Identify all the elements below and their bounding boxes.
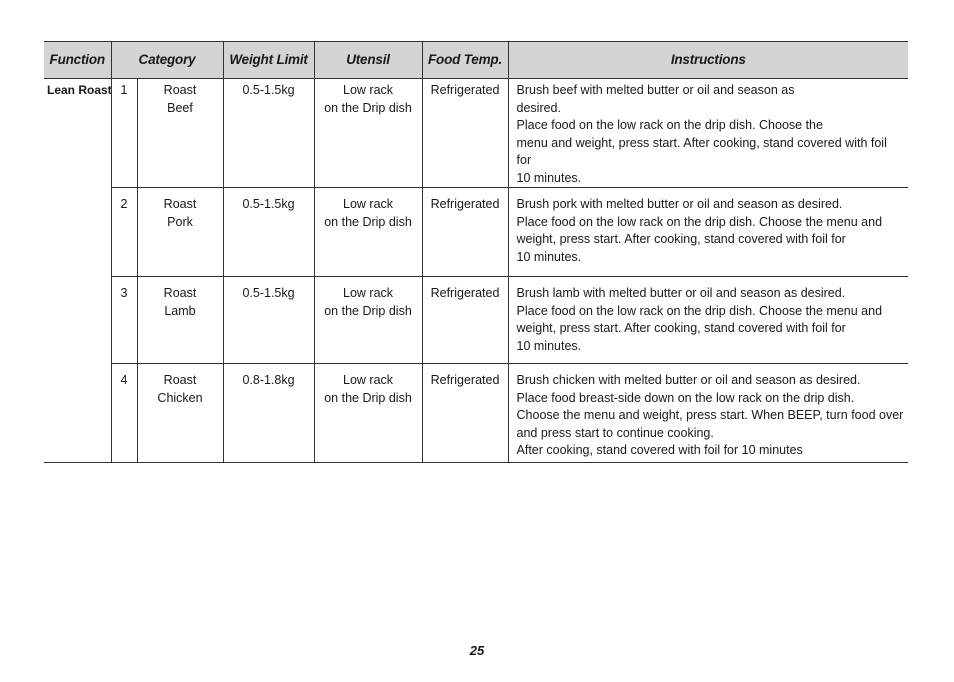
utensil-line: Low rack (343, 197, 394, 211)
category-line: Roast (163, 373, 197, 387)
instruction-line: menu and weight, press start. After cooking, stand covered with foil for (516, 135, 887, 167)
category-line: Roast (163, 83, 197, 97)
instruction-line: Place food on the low rack on the drip dish. Choose the menu and (516, 303, 883, 318)
utensil-cell (314, 188, 422, 277)
row-number: 1 (111, 79, 137, 188)
row-number: 4 (111, 364, 137, 463)
table-row (44, 277, 908, 364)
category-cell (137, 364, 223, 463)
function-label: Lean Roast (47, 83, 112, 97)
weight-cell: 0.5-1.5kg (223, 188, 314, 277)
category-line: Pork (167, 214, 193, 229)
instructions-cell (508, 79, 908, 188)
utensil-cell (314, 364, 422, 463)
instruction-line: weight, press start. After cooking, stand covered with foil for (516, 321, 846, 335)
instructions-cell (508, 364, 908, 463)
instruction-line: After cooking, stand covered with foil for 10 minutes (516, 443, 803, 457)
utensil-line: on the Drip dish (324, 390, 412, 405)
instruction-line: Brush beef with melted butter or oil and season as (516, 83, 795, 97)
food-temp-cell: Refrigerated (422, 277, 508, 364)
table-header-row (44, 42, 908, 79)
header-utensil: Utensil (314, 42, 422, 79)
category-cell (137, 188, 223, 277)
instruction-line: Brush pork with melted butter or oil and season as desired. (516, 197, 843, 211)
category-line: Beef (167, 100, 193, 115)
utensil-line: on the Drip dish (324, 100, 412, 115)
utensil-line: Low rack (343, 286, 394, 300)
food-temp-cell: Refrigerated (422, 79, 508, 188)
food-temp-cell: Refrigerated (422, 364, 508, 463)
instruction-line: Choose the menu and weight, press start. When BEEP, turn food over (516, 408, 904, 422)
table-row (44, 364, 908, 463)
category-cell (137, 79, 223, 188)
weight-cell: 0.5-1.5kg (223, 79, 314, 188)
utensil-line: on the Drip dish (324, 214, 412, 229)
header-food-temp: Food Temp. (422, 42, 508, 79)
weight-cell: 0.5-1.5kg (223, 277, 314, 364)
category-line: Chicken (157, 390, 203, 405)
header-weight-limit: Weight Limit (223, 42, 314, 79)
header-category: Category (111, 42, 223, 79)
category-line: Roast (163, 286, 197, 300)
row-number: 3 (111, 277, 137, 364)
instruction-line: Place food breast-side down on the low rack on the drip dish. (516, 390, 855, 405)
instruction-line: 10 minutes. (516, 338, 582, 353)
instruction-line: Brush chicken with melted butter or oil and season as desired. (516, 373, 861, 387)
table-row (44, 188, 908, 277)
instruction-line: Place food on the low rack on the drip dish. Choose the (516, 118, 823, 132)
header-instructions: Instructions (508, 42, 908, 79)
food-temp-cell: Refrigerated (422, 188, 508, 277)
instruction-line: and press start to continue cooking. (516, 425, 714, 440)
instruction-line: Brush lamb with melted butter or oil and season as desired. (516, 286, 846, 300)
instruction-line: Place food on the low rack on the drip dish. Choose the menu and (516, 214, 883, 229)
instruction-line: 10 minutes. (516, 249, 582, 264)
category-line: Lamb (164, 303, 196, 318)
function-cell (44, 79, 111, 463)
page-number: 25 (469, 643, 485, 658)
utensil-line: Low rack (343, 83, 394, 97)
category-cell (137, 277, 223, 364)
utensil-cell (314, 79, 422, 188)
instructions-cell (508, 277, 908, 364)
instruction-line: weight, press start. After cooking, stand covered with foil for (516, 232, 846, 246)
category-line: Roast (163, 197, 197, 211)
weight-cell: 0.8-1.8kg (223, 364, 314, 463)
instructions-cell (508, 188, 908, 277)
lean-roast-table (44, 41, 908, 463)
instruction-line: 10 minutes. (516, 170, 582, 185)
utensil-line: Low rack (343, 373, 394, 387)
header-function: Function (44, 42, 111, 79)
utensil-cell (314, 277, 422, 364)
utensil-line: on the Drip dish (324, 303, 412, 318)
instruction-line: desired. (516, 100, 561, 115)
table-row (44, 79, 908, 188)
row-number: 2 (111, 188, 137, 277)
